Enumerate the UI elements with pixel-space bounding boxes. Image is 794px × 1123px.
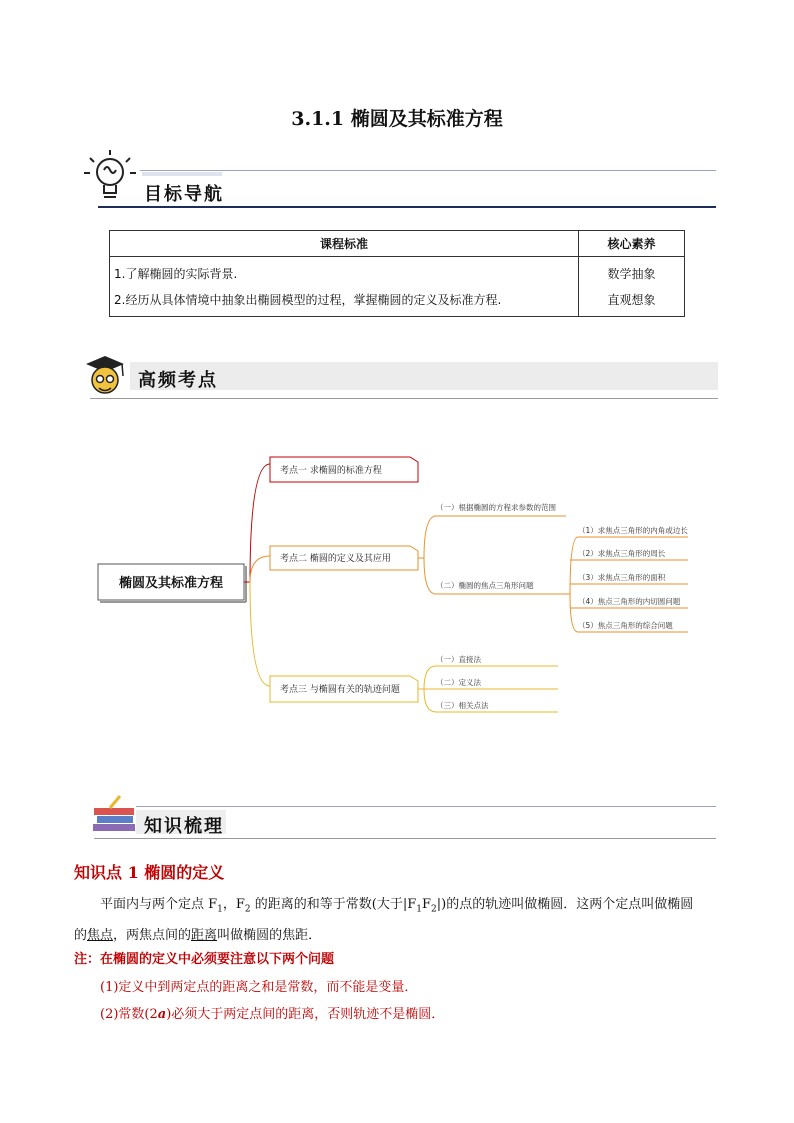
- table-header-literacy: 核心素养: [579, 231, 685, 257]
- subscript-4: 2: [431, 904, 437, 915]
- subscript-2: 2: [244, 904, 251, 915]
- section-header-knowledge: [90, 794, 720, 846]
- distance-term: 距离: [191, 927, 218, 943]
- mindmap-k3: 考点三 与椭圆有关的轨迹问题: [280, 685, 400, 695]
- definition-text-2: ，F: [222, 897, 245, 912]
- books-icon: [90, 794, 138, 838]
- mindmap-k2: 考点二 椭圆的定义及其应用: [280, 554, 391, 564]
- mind-map: [80, 446, 720, 726]
- definition-text-1: 平面内与两个定点 F: [100, 897, 218, 912]
- subscript-1: 1: [217, 904, 223, 915]
- section-header-goal: [80, 146, 720, 212]
- table-header-standards: 课程标准: [110, 231, 579, 257]
- table-cell-standards: [110, 257, 579, 317]
- section-title-knowledge: 知识梳理: [144, 816, 224, 837]
- table-cell-literacy: [579, 257, 685, 317]
- note-item-2-text-b: )必须大于两定点间的距离，否则轨迹不是椭圆．: [166, 1007, 445, 1022]
- note-item-2: [100, 1003, 444, 1022]
- standard-item-2: 2.经历从具体情境中抽象出椭圆模型的过程，掌握椭圆的定义及标准方程.: [114, 292, 502, 307]
- page-title: 3.1.1 椭圆及其标准方程: [291, 108, 503, 130]
- mindmap-k3a: （一）直接法: [436, 655, 481, 664]
- section-title-freq: 高频考点: [138, 370, 218, 391]
- definition-text-3: 的距离的和等于常数(大于|F: [250, 897, 417, 912]
- definition-text-5: |)的点的轨迹叫做椭圆．这两个定点叫做椭圆: [436, 897, 694, 912]
- note-item-1: (1)定义中到两定点的距离之和是常数，而不能是变量．: [100, 980, 418, 995]
- scholar-icon: [82, 352, 128, 400]
- mindmap-k2b4: （4）焦点三角形的内切圆问题: [578, 597, 681, 606]
- mindmap-root: 椭圆及其标准方程: [118, 576, 224, 591]
- definition-text-4: F: [422, 897, 432, 912]
- literacy-item-1: 数学抽象: [607, 266, 656, 281]
- knowledge-point-title: 知识点 1 椭圆的定义: [74, 863, 225, 882]
- note-title: 注：在椭圆的定义中必须要注意以下两个问题: [74, 952, 335, 967]
- definition-paragraph: [74, 892, 724, 949]
- literacy-item-2: 直观想象: [607, 292, 656, 307]
- mindmap-k2b3: （3）求焦点三角形的面积: [578, 573, 666, 582]
- mindmap-k1: 考点一 求椭圆的标准方程: [280, 466, 382, 476]
- note-item-2-variable: a: [157, 1007, 167, 1022]
- definition-text-8: 叫做椭圆的焦距．: [217, 927, 322, 943]
- mindmap-k2b: （二）椭圆的焦点三角形问题: [436, 581, 534, 590]
- definition-text-7: ，两焦点间的: [113, 927, 192, 943]
- lightbulb-icon: [80, 146, 140, 206]
- mindmap-k2b5: （5）焦点三角形的综合问题: [578, 621, 673, 630]
- standards-table: [109, 230, 685, 317]
- section-header-freq: [82, 352, 722, 404]
- note-item-2-text-a: (2)常数(2: [100, 1007, 158, 1022]
- mindmap-k2a: （一）根据椭圆的方程求参数的范围: [436, 503, 556, 512]
- mindmap-k3b: （二）定义法: [436, 678, 481, 687]
- standard-item-1: 1.了解椭圆的实际背景.: [114, 266, 238, 281]
- subscript-3: 1: [416, 904, 422, 915]
- definition-text-6: 的: [74, 927, 88, 943]
- mindmap-k3c: （三）相关点法: [436, 701, 489, 710]
- focus-term: 焦点: [87, 927, 114, 943]
- mindmap-k2b2: （2）求焦点三角形的周长: [578, 549, 666, 558]
- mindmap-k2b1: （1）求焦点三角形的内角或边长: [578, 526, 688, 535]
- section-title-goal: 目标导航: [144, 184, 224, 205]
